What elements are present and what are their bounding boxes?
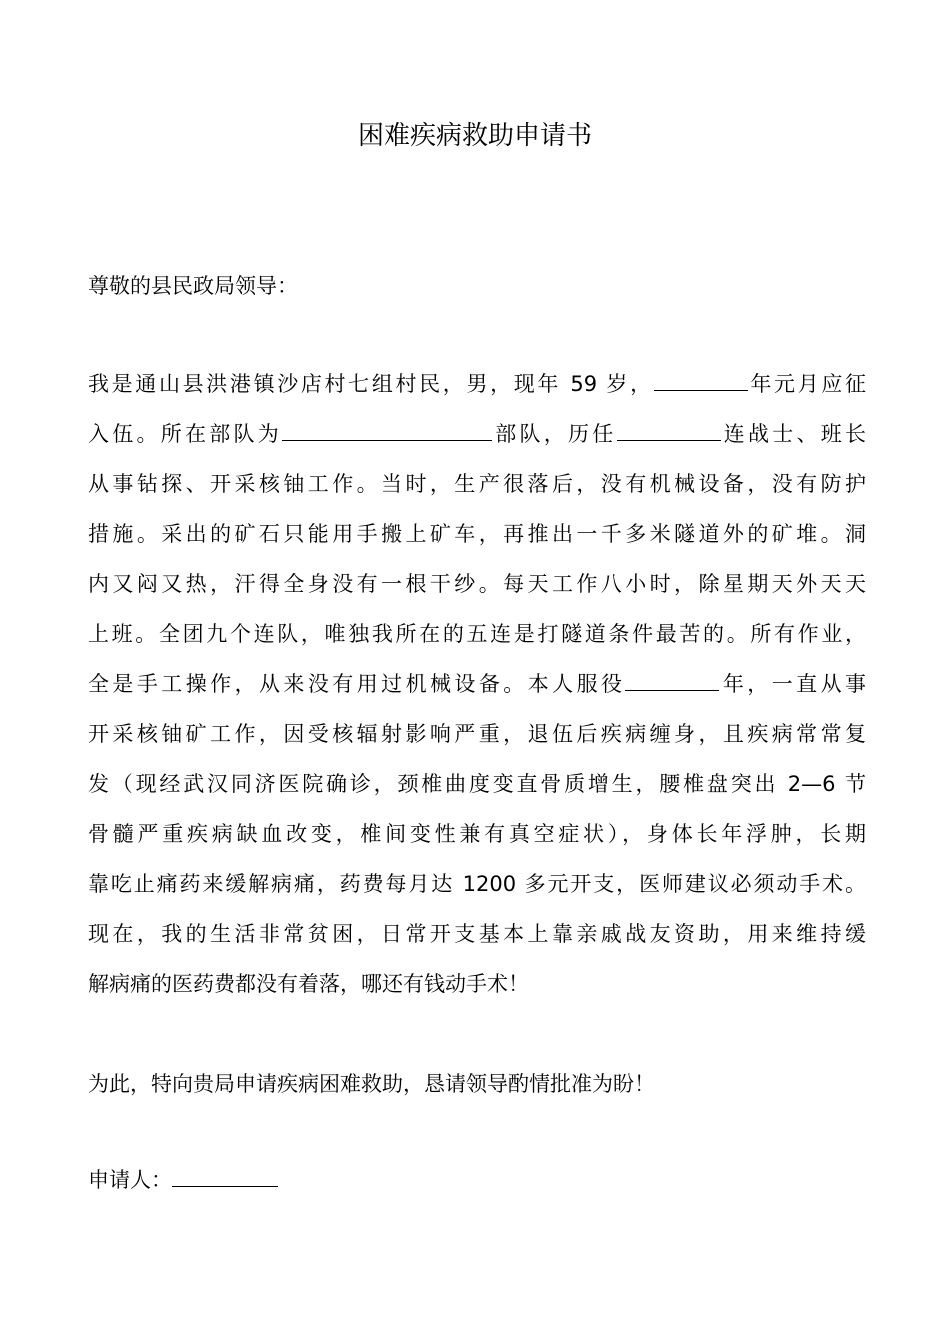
closing-request: 为此，特向贵局申请疾病困难救助，恳请领导酌情批准为盼！ [88, 1072, 655, 1096]
salutation: 尊敬的县民政局领导： [88, 274, 298, 298]
blank-field [282, 418, 492, 441]
body-line: 现在，我的生活非常贫困，日常开支基本上靠亲戚战友资助，用来维持缓 [88, 922, 866, 946]
signature-label: 申请人： [88, 1168, 172, 1192]
body-line: 措施。采出的矿石只能用手搬上矿车，再推出一千多米隧道外的矿堆。洞 [88, 522, 866, 546]
body-line: 骨髓严重疾病缺血改变，椎间变性兼有真空症状），身体长年浮肿，长期 [88, 822, 866, 846]
body-line: 入伍。所在部队为 部队，历任 连战士、班长 [88, 416, 866, 466]
blank-field [625, 668, 719, 691]
body-line: 我是通山县洪港镇沙店村七组村民，男，现年 59 岁， 年元月应征 [88, 366, 866, 416]
body-line: 从事钻探、开采核铀工作。当时，生产很落后，没有机械设备，没有防护 [88, 472, 866, 496]
blank-field [617, 418, 721, 441]
body-line: 全是手工操作，从来没有用过机械设备。本人服役 年，一直从事 [88, 666, 866, 716]
body-line: 内又闷又热，汗得全身没有一根干纱。每天工作八小时，除星期天外天天 [88, 572, 866, 596]
body-paragraph [88, 366, 866, 1016]
body-line: 发（现经武汉同济医院确诊，颈椎曲度变直骨质增生，腰椎盘突出 2—6 节 [88, 772, 866, 796]
document-title: 困难疾病救助申请书 [357, 121, 592, 151]
signature-blank [172, 1164, 278, 1187]
body-line: 开采核铀矿工作，因受核辐射影响严重，退伍后疾病缠身，且疾病常常复 [88, 722, 866, 746]
body-line: 上班。全团九个连队，唯独我所在的五连是打隧道条件最苦的。所有作业， [88, 622, 866, 646]
blank-field [654, 368, 748, 391]
body-line: 靠吃止痛药来缓解病痛，药费每月达 1200 多元开支，医师建议必须动手术。 [88, 872, 866, 896]
body-line: 解病痛的医药费都没有着落，哪还有钱动手术！ [88, 972, 529, 996]
signature-line [88, 1162, 278, 1198]
